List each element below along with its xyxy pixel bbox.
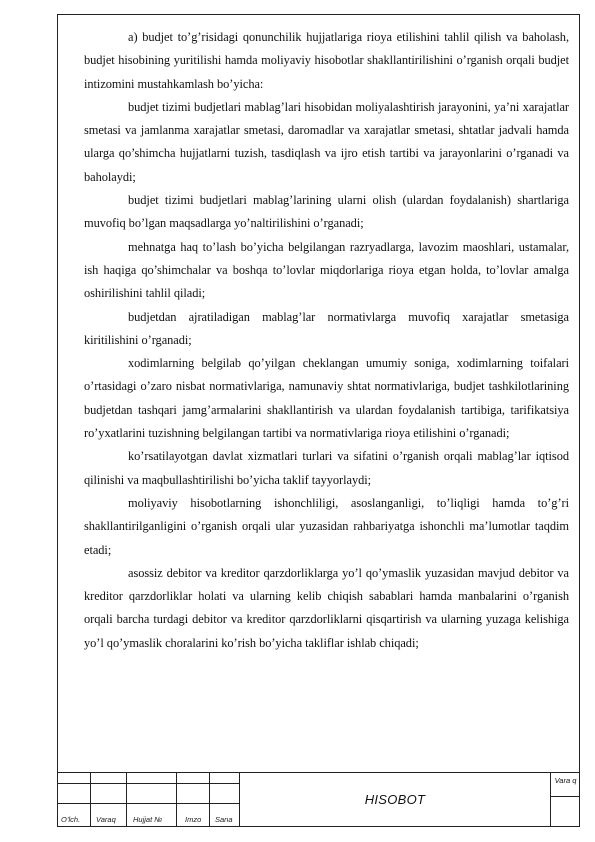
grid-cell (91, 784, 127, 804)
stamp-label-sheet: Varaq (96, 815, 116, 824)
grid-cell (57, 784, 91, 804)
document-body (84, 26, 569, 655)
paragraph: budjet tizimi budjetlari mablag’lari hisobidan moliyalashtirish jarayonini, ya’ni xarajatlar smetasi va jamlanma xarajatlar smetasi, daromadlar va xarajatlar smetasi, shtatlar jadvali hamda ularga qo’shimcha hujjatlarni tuzish, tasdiqlash va ijro etish tartibi va jarayonlarini o’rganadi va baholaydi; (84, 99, 569, 184)
paragraph: ko’rsatilayotgan davlat xizmatlari turlari va sifatini o’rganish orqali mablag’lar iqtisod qilinishi va maqbullashtirilishi bo’yicha taklif tayyorlaydi; (84, 449, 569, 487)
title-cell (240, 772, 551, 827)
grid-cell (210, 772, 240, 784)
grid-cell (91, 772, 127, 784)
paragraph: budjetdan ajratiladigan mablag’lar normativlarga muvofiq xarajatlar smetasiga kiritilishini o’rganadi; (84, 309, 569, 347)
grid-cell (91, 804, 127, 827)
title-block (57, 772, 580, 827)
paragraph: xodimlarning belgilab qo’yilgan cheklangan umumiy soniga, xodimlarning toifalari o’rtasidagi o’zaro nisbat normativlariga, namunaviy shtat normativlariga, budjet tashkilotlarining budjetdan tashqari jamg’armalarini shakllantirish va ulardan foydalanish tartibiga, tarifikatsiya ro’yxatlarini tuzishning belgilangan tartibi va normativlariga rioya etilishini o’rganadi; (84, 356, 569, 441)
grid-cell (177, 804, 210, 827)
page-divider (551, 796, 580, 797)
grid-cell (127, 804, 177, 827)
grid-cell (210, 804, 240, 827)
grid-cell (210, 784, 240, 804)
grid-cell (127, 772, 177, 784)
stamp-label-document-no: Hujjat № (133, 815, 163, 824)
paragraph: moliyaviy hisobotlarning ishonchliligi, asoslanganligi, to’liqligi hamda to’g’ri shakllantirilganligini o’rganish orqali ular yuzasidan rahbariyatga ishonchli ma’lumotlar taqdim etadi; (84, 495, 569, 557)
grid-cell (57, 772, 91, 784)
paragraph: asossiz debitor va kreditor qarzdorliklarga yo’l qo’ymaslik yuzasidan mavjud debitor va kreditor qarzdorliklar holati va ularning kelib chiqish sabablari hamda manbalarini o’rganish orqali barcha turdagi debitor va kreditor qarzdorliklarni qisqartirish va ularning yuzaga kelishiga yo’l qo’ymaslik choralarini ko’rish bo’yicha takliflar ishlab chiqadi; (84, 565, 569, 650)
grid-cell (177, 772, 210, 784)
document-title: HISOBOT (364, 792, 426, 807)
paragraph: mehnatga haq to’lash bo’yicha belgilangan razryadlarga, lavozim maoshlari, ustamalar, ish haqiga qo’shimchalar va boshqa to’lovlar miqdorlariga rioya etgan holda, to’lovlar amalga oshirilishini tahlil qiladi; (84, 239, 569, 301)
title-block-grid (57, 772, 240, 827)
stamp-label-signature: Imzo (185, 815, 202, 824)
grid-cell (57, 804, 91, 827)
stamp-label-measure: O’lch. (61, 815, 81, 824)
paragraph: a) budjet to’g’risidagi qonunchilik hujjatlariga rioya etilishini tahlil qilish va baholash, budjet hisobining yuritilishi hamda moliyaviy hisobotlar shakllantirilishini o’rganish orqali budjet intizomini mustahkamlash bo’yicha: (84, 30, 569, 91)
paragraph: budjet tizimi budjetlari mablag’larining ularni olish (ulardan foydalanish) shartlariga muvofiq bo’lgan maqsadlarga yo’naltirilishini o’rganadi; (84, 193, 569, 231)
page-label: Vara q (554, 776, 577, 785)
stamp-label-date: Sana (215, 815, 233, 824)
grid-cell (127, 784, 177, 804)
grid-cell (177, 784, 210, 804)
page-number-cell (551, 772, 580, 827)
